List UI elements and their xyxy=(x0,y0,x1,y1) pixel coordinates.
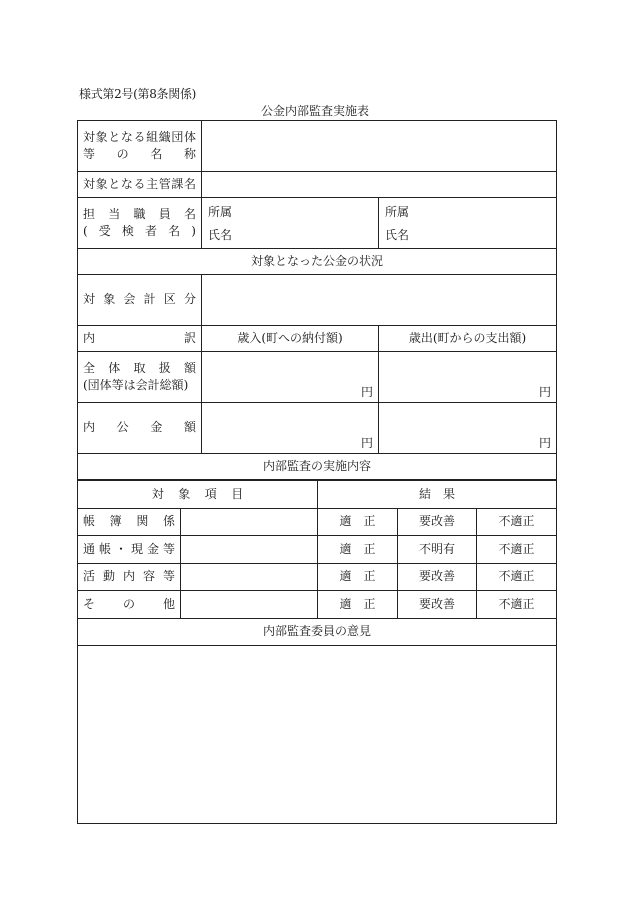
public-funds-label: 内公金額 xyxy=(78,403,202,454)
total-expenditure-field[interactable] xyxy=(379,352,557,403)
dept-label: 対象となる主管課名 xyxy=(78,172,202,198)
items-header-cell xyxy=(78,481,318,509)
total-label xyxy=(78,352,202,403)
result-improve-other[interactable]: 要改善 xyxy=(398,591,477,619)
org-name-label-line1: 対象となる組織団体 xyxy=(83,129,196,144)
status-header-row xyxy=(78,249,557,275)
account-field[interactable] xyxy=(202,275,557,326)
item-detail-other[interactable] xyxy=(181,591,318,619)
staff-row xyxy=(78,198,557,249)
audit-results-table xyxy=(77,480,557,824)
expenditure-header: 歳出(町からの支出額) xyxy=(379,326,557,352)
result-improper-other[interactable]: 不適正 xyxy=(477,591,557,619)
opinion-header-row xyxy=(78,619,557,646)
org-name-row xyxy=(78,121,557,172)
implementation-header-row xyxy=(78,454,557,480)
staff-label-line2: (受検者名) xyxy=(83,224,196,238)
name-label-right: 氏名 xyxy=(385,228,410,242)
item-detail-activity[interactable] xyxy=(181,564,318,591)
result-row-other xyxy=(78,591,557,619)
staff-label xyxy=(78,198,202,249)
result-proper-passbook[interactable]: 適 正 xyxy=(318,536,398,564)
result-improper-books[interactable]: 不適正 xyxy=(477,509,557,536)
yen-unit: 円 xyxy=(538,435,551,450)
total-revenue-field[interactable] xyxy=(202,352,379,403)
result-row-books xyxy=(78,509,557,536)
item-detail-passbook[interactable] xyxy=(181,536,318,564)
audit-summary-table xyxy=(77,120,557,480)
total-row xyxy=(78,352,557,403)
staff-label-line1: 担当職員名 xyxy=(83,206,196,221)
items-header: 対象項目 xyxy=(151,486,244,501)
result-unclear-passbook[interactable]: 不明有 xyxy=(398,536,477,564)
affiliation-label-left: 所属 xyxy=(208,205,233,219)
org-name-label-line2: 等 の 名 称 xyxy=(83,147,196,161)
result-proper-activity[interactable]: 適 正 xyxy=(318,564,398,591)
public-funds-row xyxy=(78,403,557,454)
dept-row xyxy=(78,172,557,198)
public-funds-revenue-field[interactable] xyxy=(202,403,379,454)
result-proper-other[interactable]: 適 正 xyxy=(318,591,398,619)
result-row-activity xyxy=(78,564,557,591)
item-label-passbook: 通帳・現金等 xyxy=(78,536,181,564)
item-label-activity: 活動内容等 xyxy=(78,564,181,591)
staff-field-right[interactable] xyxy=(379,198,557,249)
result-improve-books[interactable]: 要改善 xyxy=(398,509,477,536)
item-label-other: その他 xyxy=(78,591,181,619)
total-label-line2: (団体等は会計総額) xyxy=(83,378,189,392)
implementation-header: 内部監査の実施内容 xyxy=(78,454,557,480)
result-proper-books[interactable]: 適 正 xyxy=(318,509,398,536)
staff-field-left[interactable] xyxy=(202,198,379,249)
item-label-books: 帳簿関係 xyxy=(78,509,181,536)
results-header-row xyxy=(78,481,557,509)
breakdown-label: 内訳 xyxy=(78,326,202,352)
breakdown-row xyxy=(78,326,557,352)
org-name-field[interactable] xyxy=(202,121,557,172)
affiliation-label-right: 所属 xyxy=(385,205,410,219)
account-label: 対象会計区分 xyxy=(78,275,202,326)
total-label-line1: 全体取扱額 xyxy=(83,360,196,375)
name-label-left: 氏名 xyxy=(208,228,233,242)
result-improper-passbook[interactable]: 不適正 xyxy=(477,536,557,564)
dept-field[interactable] xyxy=(202,172,557,198)
status-header: 対象となった公金の状況 xyxy=(78,249,557,275)
result-row-passbook xyxy=(78,536,557,564)
result-improve-activity[interactable]: 要改善 xyxy=(398,564,477,591)
page-title: 公金内部監査実施表 xyxy=(260,104,369,118)
yen-unit: 円 xyxy=(538,384,551,399)
result-improper-activity[interactable]: 不適正 xyxy=(477,564,557,591)
yen-unit: 円 xyxy=(360,384,373,399)
opinion-row xyxy=(78,646,557,824)
form-number-label: 様式第2号(第8条関係) xyxy=(79,87,197,101)
org-name-label xyxy=(78,121,202,172)
account-row xyxy=(78,275,557,326)
public-funds-expenditure-field[interactable] xyxy=(379,403,557,454)
opinion-header: 内部監査委員の意見 xyxy=(78,619,557,646)
item-detail-books[interactable] xyxy=(181,509,318,536)
yen-unit: 円 xyxy=(360,435,373,450)
revenue-header: 歳入(町への納付額) xyxy=(202,326,379,352)
opinion-field[interactable] xyxy=(78,646,557,824)
results-header: 結 果 xyxy=(318,481,557,509)
